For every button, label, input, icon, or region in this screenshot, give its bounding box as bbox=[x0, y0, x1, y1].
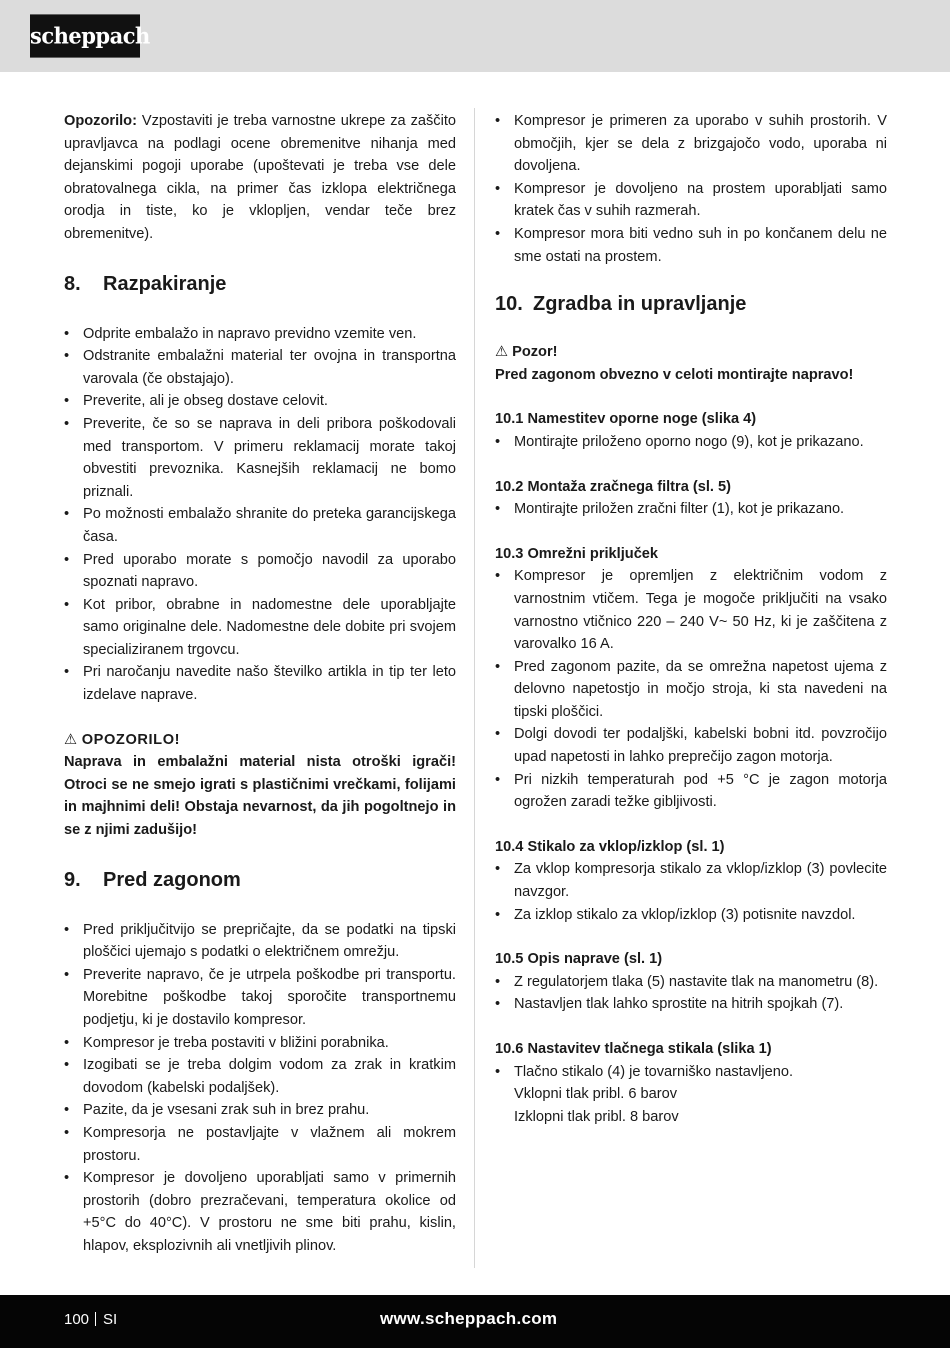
language-code: SI bbox=[103, 1311, 118, 1328]
section-9-heading bbox=[64, 866, 456, 894]
list-item: • Pred uporabo morate s pomočjo navodil za uporabo spoznati napravo. bbox=[64, 549, 456, 594]
list-item: • Preverite, če so se naprava in deli pribora poškodovali med transportom. V primeru reklamacij morate takoj obvestiti prevoznika. Kasnejših reklamacij ne bomo priznali. bbox=[64, 413, 456, 503]
subsection-10-1-list bbox=[495, 431, 887, 454]
subsection-10-2-title: 10.2 Montaža zračnega filtra (sl. 5) bbox=[495, 478, 732, 495]
section-10-heading bbox=[495, 290, 887, 318]
subsection-10-3-title: 10.3 Omrežni priključek bbox=[495, 545, 659, 562]
list-item: • Tlačno stikalo (4) je tovarniško nastavljeno. bbox=[495, 1061, 887, 1084]
list-item: • Po možnosti embalažo shranite do preteka garancijskega časa. bbox=[64, 503, 456, 548]
warning-label: Opozorilo: bbox=[64, 113, 137, 129]
warning-triangle-icon: ⚠ bbox=[495, 344, 509, 361]
page-indicator bbox=[64, 1309, 117, 1331]
list-item: • Izogibati se je treba dolgim vodom za zrak in kratkim dovodom (kabelski podaljšek). bbox=[64, 1054, 456, 1099]
subsection-10-4-title: 10.4 Stikalo za vklop/izklop (sl. 1) bbox=[495, 838, 725, 855]
list-item: • Pred priključitvijo se prepričajte, da se podatki na tipski ploščici ujemajo s podatki o električnem omrežju. bbox=[64, 919, 456, 964]
list-item: • Kompresor je dovoljeno na prostem uporabljati samo kratek čas v suhih razmerah. bbox=[495, 178, 887, 223]
cut-in-pressure-text: Vklopni tlak pribl. 6 barov bbox=[514, 1086, 678, 1103]
list-item: • Kompresor mora biti vedno suh in po končanem delu ne sme ostati na prostem. bbox=[495, 223, 887, 268]
caution-heading bbox=[495, 341, 887, 364]
list-item: • Za vklop kompresorja stikalo za vklop/izklop (3) povlecite navzgor. bbox=[495, 858, 887, 903]
warning-triangle-icon: ⚠ bbox=[64, 731, 78, 748]
brand-logo: scheppach bbox=[30, 14, 140, 57]
left-column bbox=[64, 110, 456, 1258]
before-startup-list bbox=[64, 919, 456, 1258]
list-item: • Pri naročanju navedite našo številko artikla in tip ter leto izdelave naprave. bbox=[64, 661, 456, 706]
list-item: • Preverite, ali je obseg dostave celovit. bbox=[64, 390, 456, 413]
subsection-10-5-list bbox=[495, 971, 887, 1016]
subsection-10-4-list bbox=[495, 858, 887, 926]
list-item: • Dolgi dovodi ter podaljški, kabelski bobni itd. povzročijo upad napetosti in lahko preprečijo zagon motorja. bbox=[495, 723, 887, 768]
subsection-10-2-list bbox=[495, 498, 887, 521]
section-8-heading bbox=[64, 270, 456, 298]
caution-text: Pred zagonom obvezno v celoti montirajte napravo! bbox=[495, 366, 854, 383]
child-safety-warning-heading bbox=[64, 729, 456, 752]
list-item: • Kompresorja ne postavljajte v vlažnem ali mokrem prostoru. bbox=[64, 1122, 456, 1167]
footer-bar bbox=[0, 1295, 950, 1348]
continued-list bbox=[495, 110, 887, 268]
separator bbox=[95, 1312, 96, 1326]
list-item: • Kompresor je treba postaviti v bližini porabnika. bbox=[64, 1032, 456, 1055]
subsection-10-1-title: 10.1 Namestitev oporne noge (slika 4) bbox=[495, 411, 757, 428]
header-bar bbox=[0, 0, 950, 72]
section-number: 9. bbox=[64, 868, 81, 891]
page-number: 100 bbox=[64, 1311, 90, 1328]
section-title: Pred zagonom bbox=[103, 868, 241, 891]
list-item: • Kompresor je opremljen z električnim vodom z varnostnim vtičem. Tega je mogoče priključiti na vsako varnostno vtičnico 220 – 240 V~ 50 Hz, ki je zaščitena z varovalko 16 A. bbox=[495, 565, 887, 655]
list-item: • Montirajte priloženo oporno nogo (9), kot je prikazano. bbox=[495, 431, 887, 454]
list-item: • Nastavljen tlak lahko sprostite na hitrih spojkah (7). bbox=[495, 993, 887, 1016]
column-divider bbox=[474, 108, 475, 1268]
list-item: • Z regulatorjem tlaka (5) nastavite tlak na manometru (8). bbox=[495, 971, 887, 994]
vibration-warning-paragraph bbox=[64, 110, 456, 246]
list-item: • Pri nizkih temperaturah pod +5 °C je zagon motorja ogrožen zaradi težke gibljivosti. bbox=[495, 769, 887, 814]
subsection-10-6-list bbox=[495, 1061, 887, 1084]
unpacking-list bbox=[64, 323, 456, 707]
list-item: • Kot pribor, obrabne in nadomestne dele uporabljajte samo originalne dele. Nadomestne dele dobite pri svojem specializiranem trgovcu. bbox=[64, 594, 456, 662]
list-item: • Odstranite embalažni material ter ovojna in transportna varovala (če obstajajo). bbox=[64, 345, 456, 390]
list-item: • Za izklop stikalo za vklop/izklop (3) potisnite navzdol. bbox=[495, 904, 887, 927]
list-item: • Pred zagonom pazite, da se omrežna napetost ujema z delovno napetostjo in močjo stroja, ki sta navedeni na tipski ploščici. bbox=[495, 656, 887, 724]
warning-body: Vzpostaviti je treba varnostne ukrepe za zaščito upravljavca na podlagi ocene obremenitve nihanja med dejanskimi pogoji uporabe (upoštevati je treba vse dele obratovalnega cikla, na primer čas izklopa električnega orodja in tiste, ko je vklopljen, vendar teče brez obremenitve). bbox=[64, 113, 456, 242]
website-link[interactable]: www.scheppach.com bbox=[380, 1309, 558, 1328]
subsection-10-6-title: 10.6 Nastavitev tlačnega stikala (slika 1) bbox=[495, 1041, 772, 1057]
subsection-10-5-title: 10.5 Opis naprave (sl. 1) bbox=[495, 951, 663, 968]
section-title: Zgradba in upravljanje bbox=[533, 293, 747, 316]
warning-title: OPOZORILO! bbox=[81, 731, 181, 748]
subsection-10-3-list bbox=[495, 565, 887, 814]
list-item: • Kompresor je primeren za uporabo v suhih prostorih. V območjih, kjer se dela z brizgajočo vodo, uporaba ni dovoljena. bbox=[495, 110, 887, 178]
section-title: Razpakiranje bbox=[103, 272, 227, 295]
list-item: • Odprite embalažo in napravo previdno vzemite ven. bbox=[64, 323, 456, 346]
caution-title: Pozor! bbox=[512, 344, 558, 361]
child-safety-warning-text: Naprava in embalažni material nista otroški igrači! Otroci se ne smejo igrati s plastičnimi vrečkami, folijami in majhnimi deli! Obstaja nevarnost, da jih pogoltnejo in se z njimi zadušijo! bbox=[64, 754, 456, 839]
list-item: • Montirajte priložen zračni filter (1), kot je prikazano. bbox=[495, 498, 887, 521]
list-item: • Pazite, da je vsesani zrak suh in brez prahu. bbox=[64, 1099, 456, 1122]
section-number: 10. bbox=[495, 293, 523, 316]
list-item: • Preverite napravo, če je utrpela poškodbe pri transportu. Morebitne poškodbe takoj sporočite transportnemu podjetju, ki je dostavilo kompresor. bbox=[64, 964, 456, 1032]
section-number: 8. bbox=[64, 272, 81, 295]
list-item: • Kompresor je dovoljeno uporabljati samo v primernih prostorih (dobro prezračevani, temperatura okolice od +5°C do 40°C). V prostoru ne sme biti prahu, kislin, hlapov, eksplozivnih ali vnetljivih plinov. bbox=[64, 1167, 456, 1257]
right-column bbox=[495, 110, 887, 1128]
cut-out-pressure-text: Izklopni tlak pribl. 8 barov bbox=[514, 1108, 679, 1125]
